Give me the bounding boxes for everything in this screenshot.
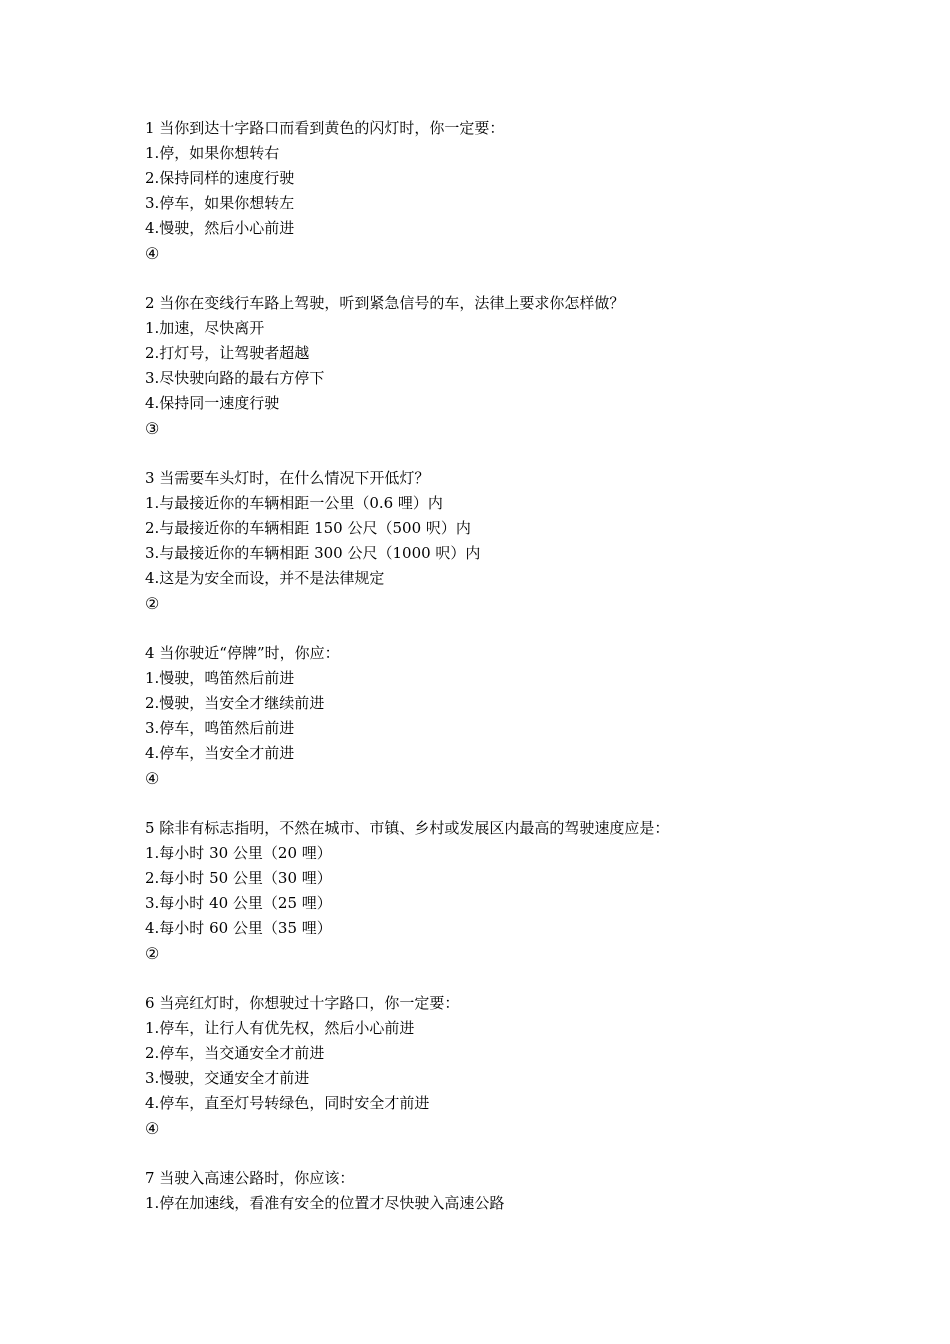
option-1: 1.停车，让行人有优先权，然后小心前进 [145, 1019, 415, 1037]
option-4: 4.慢驶，然后小心前进 [145, 219, 295, 237]
question-stem: 7 当驶入高速公路时，你应该： [145, 1169, 355, 1187]
question-stem: 6 当亮红灯时，你想驶过十字路口，你一定要： [145, 994, 460, 1012]
option-2: 2.与最接近你的车辆相距 150 公尺（500 呎）内 [145, 519, 471, 537]
option-3: 3.与最接近你的车辆相距 300 公尺（1000 呎）内 [145, 544, 481, 562]
option-1: 1.停在加速线，看准有安全的位置才尽快驶入高速公路 [145, 1194, 505, 1212]
question-5 [145, 816, 905, 966]
option-2: 2.打灯号，让驾驶者超越 [145, 344, 310, 362]
option-4: 4.停车，直至灯号转绿色，同时安全才前进 [145, 1094, 430, 1112]
option-4: 4.保持同一速度行驶 [145, 394, 280, 412]
option-1: 1.与最接近你的车辆相距一公里（0.6 哩）内 [145, 494, 443, 512]
answer-mark: ④ [145, 244, 160, 263]
answer-mark: ② [145, 944, 160, 963]
option-4: 4.这是为安全而设，并不是法律规定 [145, 569, 385, 587]
question-stem: 1 当你到达十字路口而看到黄色的闪灯时，你一定要： [145, 119, 505, 137]
option-4: 4.停车，当安全才前进 [145, 744, 295, 762]
option-1: 1.每小时 30 公里（20 哩） [145, 844, 332, 862]
question-stem: 3 当需要车头灯时，在什么情况下开低灯？ [145, 469, 430, 487]
option-2: 2.每小时 50 公里（30 哩） [145, 869, 332, 887]
option-3: 3.每小时 40 公里（25 哩） [145, 894, 332, 912]
option-2: 2.停车，当交通安全才前进 [145, 1044, 325, 1062]
question-stem: 5 除非有标志指明，不然在城市、市镇、乡村或发展区内最高的驾驶速度应是： [145, 819, 670, 837]
option-2: 2.保持同样的速度行驶 [145, 169, 295, 187]
option-1: 1.停，如果你想转右 [145, 144, 280, 162]
answer-mark: ④ [145, 1119, 160, 1138]
answer-mark: ③ [145, 419, 160, 438]
option-4: 4.每小时 60 公里（35 哩） [145, 919, 332, 937]
question-stem: 4 当你驶近“停牌”时，你应： [145, 644, 340, 662]
question-list [145, 116, 905, 1241]
answer-mark: ② [145, 594, 160, 613]
question-2 [145, 291, 905, 441]
option-3: 3.停车，如果你想转左 [145, 194, 295, 212]
question-stem: 2 当你在变线行车路上驾驶，听到紧急信号的车，法律上要求你怎样做？ [145, 294, 625, 312]
option-3: 3.尽快驶向路的最右方停下 [145, 369, 325, 387]
option-2: 2.慢驶，当安全才继续前进 [145, 694, 325, 712]
question-4 [145, 641, 905, 791]
question-7 [145, 1166, 905, 1216]
option-1: 1.加速，尽快离开 [145, 319, 265, 337]
question-6 [145, 991, 905, 1141]
question-3 [145, 466, 905, 616]
option-3: 3.慢驶，交通安全才前进 [145, 1069, 310, 1087]
option-3: 3.停车，鸣笛然后前进 [145, 719, 295, 737]
question-1 [145, 116, 905, 266]
answer-mark: ④ [145, 769, 160, 788]
option-1: 1.慢驶，鸣笛然后前进 [145, 669, 295, 687]
